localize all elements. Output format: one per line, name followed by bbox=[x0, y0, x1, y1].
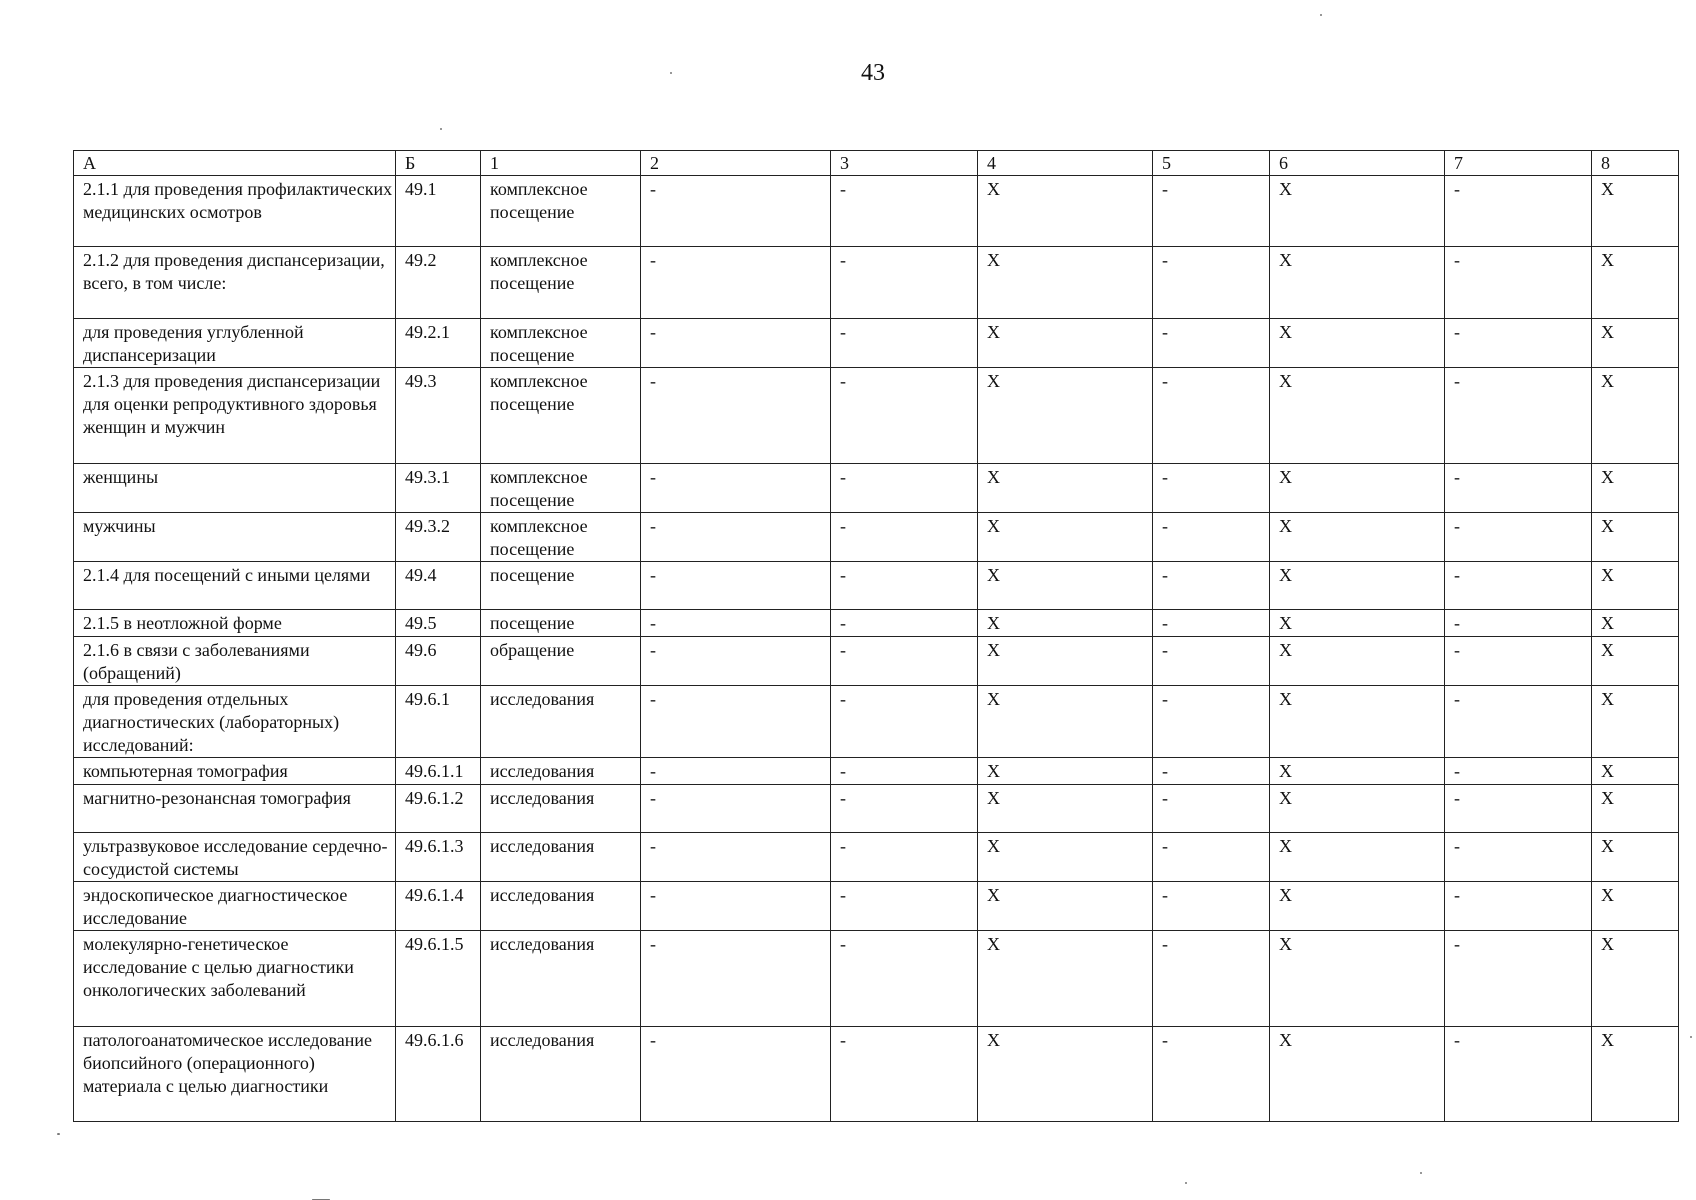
table-cell: X bbox=[978, 758, 1153, 785]
table-cell: 49.4 bbox=[396, 562, 481, 610]
table-cell: X bbox=[978, 610, 1153, 637]
table-cell: X bbox=[978, 368, 1153, 464]
table-cell: X bbox=[978, 686, 1153, 758]
table-cell: женщины bbox=[74, 464, 396, 513]
table-cell: X bbox=[1592, 882, 1679, 931]
table-cell: - bbox=[831, 833, 978, 882]
table-cell: X bbox=[1270, 562, 1445, 610]
table-cell: магнитно-резонансная томография bbox=[74, 785, 396, 833]
table-cell: - bbox=[831, 368, 978, 464]
table-cell: - bbox=[1445, 176, 1592, 247]
table-cell: X bbox=[1592, 686, 1679, 758]
scan-speck bbox=[1320, 14, 1322, 16]
table-cell: - bbox=[1445, 931, 1592, 1027]
table-row bbox=[74, 758, 1679, 785]
table-row bbox=[74, 1027, 1679, 1122]
column-header: 8 bbox=[1592, 151, 1679, 176]
table-cell: X bbox=[1270, 610, 1445, 637]
table-cell: исследования bbox=[481, 931, 641, 1027]
table-cell: X bbox=[1592, 931, 1679, 1027]
table-cell: X bbox=[978, 785, 1153, 833]
table-row bbox=[74, 686, 1679, 758]
table-cell: - bbox=[641, 833, 831, 882]
table-cell: посещение bbox=[481, 610, 641, 637]
table-cell: - bbox=[641, 176, 831, 247]
table-cell: - bbox=[1153, 247, 1270, 319]
table-cell: - bbox=[1153, 368, 1270, 464]
table-cell: X bbox=[1270, 1027, 1445, 1122]
table-cell: - bbox=[1445, 758, 1592, 785]
table-cell: - bbox=[831, 513, 978, 562]
table-cell: 2.1.1 для проведения профилактических медицинских осмотров bbox=[74, 176, 396, 247]
column-header: 6 bbox=[1270, 151, 1445, 176]
table-cell: X bbox=[978, 1027, 1153, 1122]
table-cell: X bbox=[1270, 247, 1445, 319]
table-cell: - bbox=[1445, 513, 1592, 562]
table-cell: - bbox=[1445, 785, 1592, 833]
scan-speck bbox=[1690, 1036, 1692, 1038]
table-cell: X bbox=[1270, 464, 1445, 513]
table-cell: - bbox=[1445, 319, 1592, 368]
scan-speck bbox=[670, 72, 672, 74]
table-cell: - bbox=[1445, 247, 1592, 319]
table-cell: X bbox=[978, 247, 1153, 319]
table-cell: X bbox=[1270, 637, 1445, 686]
scan-speck bbox=[440, 128, 442, 130]
column-header: 2 bbox=[641, 151, 831, 176]
table-cell: - bbox=[831, 785, 978, 833]
table-cell: X bbox=[978, 882, 1153, 931]
table-row bbox=[74, 610, 1679, 637]
table-cell: - bbox=[641, 931, 831, 1027]
table-cell: - bbox=[1445, 637, 1592, 686]
scan-speck bbox=[1420, 1172, 1422, 1174]
data-table bbox=[73, 150, 1679, 1122]
table-row bbox=[74, 833, 1679, 882]
table-cell: - bbox=[1153, 1027, 1270, 1122]
column-header: Б bbox=[396, 151, 481, 176]
table-row bbox=[74, 176, 1679, 247]
table-cell: - bbox=[641, 758, 831, 785]
table-cell: для проведения углубленной диспансеризации bbox=[74, 319, 396, 368]
table-cell: - bbox=[831, 247, 978, 319]
table-cell: X bbox=[1592, 368, 1679, 464]
table-cell: 49.6.1.5 bbox=[396, 931, 481, 1027]
table-cell: - bbox=[831, 637, 978, 686]
table-cell: - bbox=[831, 176, 978, 247]
table-cell: X bbox=[978, 833, 1153, 882]
table-cell: 49.6.1.1 bbox=[396, 758, 481, 785]
table-cell: - bbox=[1153, 464, 1270, 513]
table-cell: - bbox=[1445, 368, 1592, 464]
table-cell: - bbox=[1445, 882, 1592, 931]
table-cell: - bbox=[831, 464, 978, 513]
table-cell: комплексное посещение bbox=[481, 319, 641, 368]
table-cell: - bbox=[641, 319, 831, 368]
table-cell: исследования bbox=[481, 686, 641, 758]
table-cell: комплексное посещение bbox=[481, 368, 641, 464]
table-cell: комплексное посещение bbox=[481, 247, 641, 319]
scan-speck bbox=[57, 1133, 60, 1135]
table-cell: эндоскопическое диагностическое исследование bbox=[74, 882, 396, 931]
table-cell: - bbox=[1153, 882, 1270, 931]
table-cell: посещение bbox=[481, 562, 641, 610]
table-cell: 49.3.1 bbox=[396, 464, 481, 513]
table-cell: X bbox=[978, 562, 1153, 610]
table-cell: 2.1.3 для проведения диспансеризации для оценки репродуктивного здоровья женщин и мужчин bbox=[74, 368, 396, 464]
table-cell: - bbox=[641, 637, 831, 686]
table-cell: - bbox=[641, 882, 831, 931]
table-cell: исследования bbox=[481, 758, 641, 785]
table-cell: - bbox=[831, 1027, 978, 1122]
table-row bbox=[74, 785, 1679, 833]
table-cell: X bbox=[1270, 833, 1445, 882]
table-row bbox=[74, 931, 1679, 1027]
table-header-row bbox=[74, 151, 1679, 176]
table-cell: - bbox=[1153, 931, 1270, 1027]
table-cell: 49.2.1 bbox=[396, 319, 481, 368]
table-cell: - bbox=[1445, 610, 1592, 637]
table-cell: - bbox=[831, 931, 978, 1027]
table-cell: исследования bbox=[481, 1027, 641, 1122]
table-cell: - bbox=[641, 785, 831, 833]
table-cell: X bbox=[1592, 833, 1679, 882]
column-header: 5 bbox=[1153, 151, 1270, 176]
table-cell: - bbox=[1153, 176, 1270, 247]
column-header: А bbox=[74, 151, 396, 176]
table-cell: X bbox=[1592, 464, 1679, 513]
table-row bbox=[74, 319, 1679, 368]
table-row bbox=[74, 513, 1679, 562]
table-cell: - bbox=[1445, 1027, 1592, 1122]
table-cell: - bbox=[1153, 319, 1270, 368]
table-row bbox=[74, 247, 1679, 319]
table-cell: 49.6.1.2 bbox=[396, 785, 481, 833]
table-cell: комплексное посещение bbox=[481, 176, 641, 247]
table-cell: комплексное посещение bbox=[481, 464, 641, 513]
table-cell: - bbox=[831, 319, 978, 368]
column-header: 1 bbox=[481, 151, 641, 176]
page-number: 43 bbox=[861, 60, 885, 86]
table-cell: X bbox=[978, 637, 1153, 686]
table-cell: X bbox=[1270, 319, 1445, 368]
table-cell: X bbox=[1592, 637, 1679, 686]
table-cell: - bbox=[1153, 513, 1270, 562]
column-header: 7 bbox=[1445, 151, 1592, 176]
table-cell: - bbox=[831, 882, 978, 931]
table-cell: - bbox=[1153, 637, 1270, 686]
table-cell: - bbox=[1445, 686, 1592, 758]
table-cell: 49.6.1.4 bbox=[396, 882, 481, 931]
table-cell: 2.1.6 в связи с заболеваниями (обращений) bbox=[74, 637, 396, 686]
table-cell: 49.5 bbox=[396, 610, 481, 637]
table-cell: 49.3.2 bbox=[396, 513, 481, 562]
table-cell: 2.1.4 для посещений с иными целями bbox=[74, 562, 396, 610]
table-cell: 49.6.1.6 bbox=[396, 1027, 481, 1122]
table-row bbox=[74, 562, 1679, 610]
table-cell: 2.1.5 в неотложной форме bbox=[74, 610, 396, 637]
table-cell: - bbox=[1153, 562, 1270, 610]
table-cell: исследования bbox=[481, 882, 641, 931]
table-cell: X bbox=[978, 513, 1153, 562]
table-cell: - bbox=[1153, 758, 1270, 785]
table-cell: - bbox=[641, 610, 831, 637]
table-cell: исследования bbox=[481, 785, 641, 833]
table-cell: X bbox=[1592, 247, 1679, 319]
table-cell: исследования bbox=[481, 833, 641, 882]
table-cell: - bbox=[831, 758, 978, 785]
table-cell: X bbox=[1270, 368, 1445, 464]
table-cell: X bbox=[978, 176, 1153, 247]
table-cell: мужчины bbox=[74, 513, 396, 562]
table-row bbox=[74, 368, 1679, 464]
table-body bbox=[74, 176, 1679, 1122]
table-cell: - bbox=[641, 686, 831, 758]
table-cell: комплексное посещение bbox=[481, 513, 641, 562]
table-cell: - bbox=[1153, 686, 1270, 758]
table-cell: X bbox=[978, 464, 1153, 513]
table-cell: X bbox=[1592, 758, 1679, 785]
table-cell: X bbox=[1592, 785, 1679, 833]
table-cell: 49.2 bbox=[396, 247, 481, 319]
table-cell: - bbox=[641, 1027, 831, 1122]
table-cell: X bbox=[1270, 785, 1445, 833]
column-header: 3 bbox=[831, 151, 978, 176]
table-cell: X bbox=[1270, 176, 1445, 247]
table-cell: - bbox=[1445, 464, 1592, 513]
table-cell: 49.6 bbox=[396, 637, 481, 686]
table-cell: X bbox=[1592, 562, 1679, 610]
table-cell: - bbox=[831, 686, 978, 758]
table-cell: 49.1 bbox=[396, 176, 481, 247]
table-cell: X bbox=[1270, 931, 1445, 1027]
table-cell: 49.3 bbox=[396, 368, 481, 464]
table-cell: X bbox=[1592, 610, 1679, 637]
table-cell: молекулярно-генетическое исследование с целью диагностики онкологических заболеваний bbox=[74, 931, 396, 1027]
table-row bbox=[74, 637, 1679, 686]
table-cell: - bbox=[1445, 562, 1592, 610]
table-cell: - bbox=[1445, 833, 1592, 882]
table-cell: X bbox=[978, 931, 1153, 1027]
table-cell: - bbox=[641, 513, 831, 562]
table-cell: компьютерная томография bbox=[74, 758, 396, 785]
table-cell: X bbox=[1270, 513, 1445, 562]
table-cell: - bbox=[831, 610, 978, 637]
table-cell: 2.1.2 для проведения диспансеризации, всего, в том числе: bbox=[74, 247, 396, 319]
table-cell: - bbox=[1153, 833, 1270, 882]
table-cell: 49.6.1 bbox=[396, 686, 481, 758]
table-cell: - bbox=[641, 368, 831, 464]
table-cell: - bbox=[1153, 610, 1270, 637]
table-cell: - bbox=[641, 562, 831, 610]
table-row bbox=[74, 882, 1679, 931]
table-cell: X bbox=[1592, 176, 1679, 247]
table-cell: - bbox=[831, 562, 978, 610]
table-cell: ультразвуковое исследование сердечно-сосудистой системы bbox=[74, 833, 396, 882]
table-cell: - bbox=[1153, 785, 1270, 833]
table-cell: X bbox=[978, 319, 1153, 368]
table-cell: X bbox=[1270, 686, 1445, 758]
table-cell: - bbox=[641, 464, 831, 513]
scan-speck bbox=[1185, 1182, 1187, 1184]
table-cell: X bbox=[1270, 882, 1445, 931]
table-cell: X bbox=[1270, 758, 1445, 785]
column-header: 4 bbox=[978, 151, 1153, 176]
table-cell: X bbox=[1592, 1027, 1679, 1122]
table-cell: X bbox=[1592, 513, 1679, 562]
table-row bbox=[74, 464, 1679, 513]
table-cell: - bbox=[641, 247, 831, 319]
table-cell: для проведения отдельных диагностических (лабораторных) исследований: bbox=[74, 686, 396, 758]
table-cell: патологоанатомическое исследование биопсийного (операционного) материала с целью диагностики bbox=[74, 1027, 396, 1122]
table-cell: X bbox=[1592, 319, 1679, 368]
table-cell: 49.6.1.3 bbox=[396, 833, 481, 882]
table-cell: обращение bbox=[481, 637, 641, 686]
